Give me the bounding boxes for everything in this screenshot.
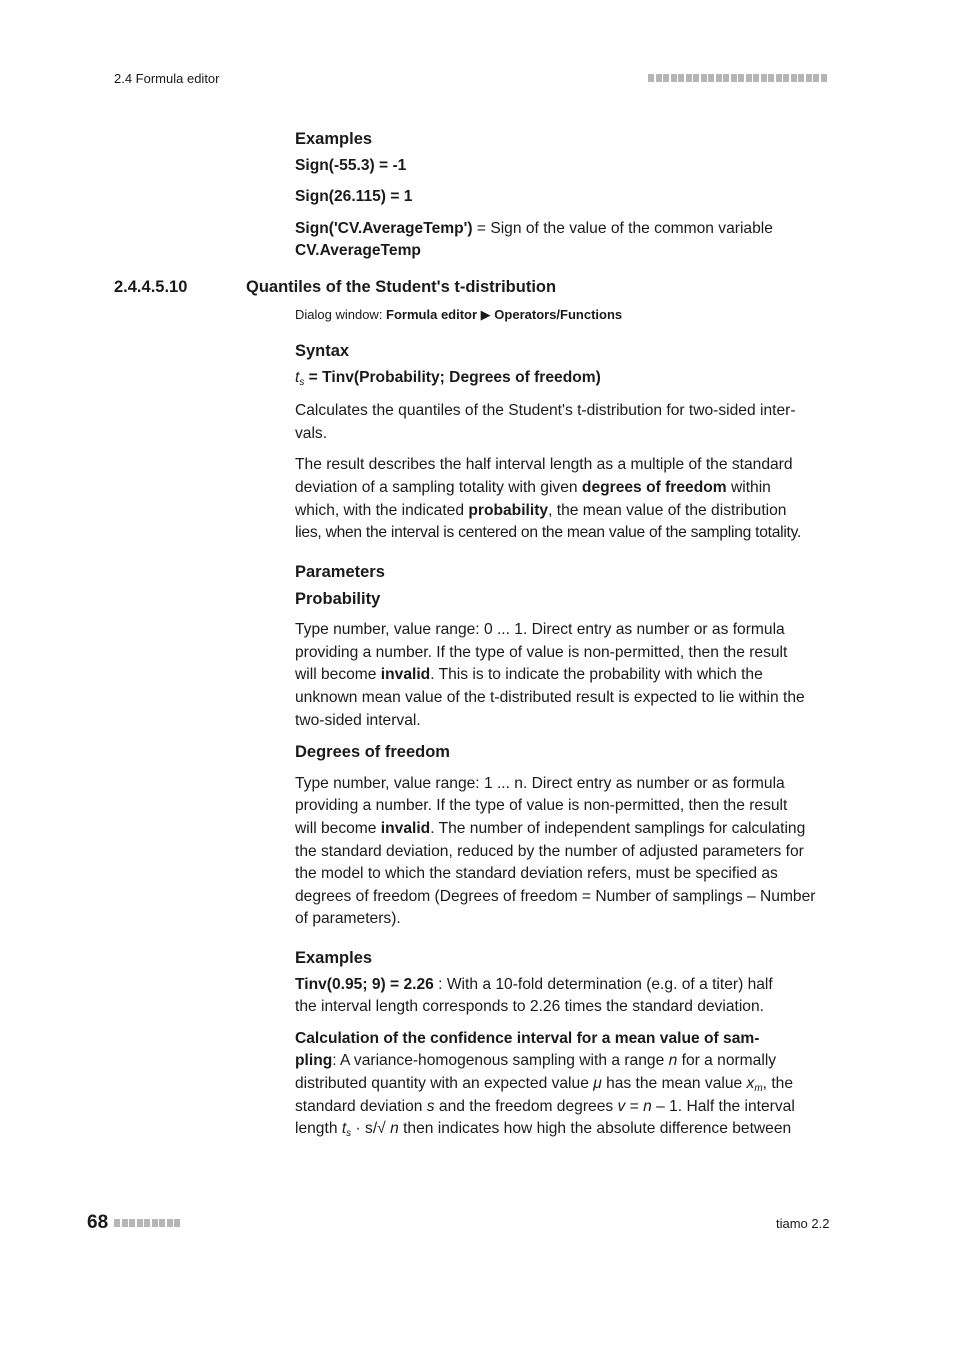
syntax-description-2: The result describes the half interval length as a multiple of the standard deviation of a sampling totality with given degrees of freedom within which, with the indicated probability, the mean value of the distribution lies, when the interval is centered on the mean value of the sampling totality. bbox=[295, 456, 802, 542]
examples-tinv-block bbox=[295, 947, 835, 1141]
dialog-arrow: ▶ bbox=[477, 307, 495, 322]
example-sign-positive: Sign(26.115) = 1 bbox=[295, 188, 413, 206]
syntax-var: t bbox=[295, 368, 300, 386]
examples-sign-block bbox=[295, 128, 835, 263]
examples2-heading: Examples bbox=[295, 949, 373, 967]
param-probability-description: Type number, value range: 0 ... 1. Direct entry as number or as formula providing a number. If the type of value is non-permitted, then the result will become invalid. This is to indicate the probability with which the unknown mean value of the t-distributed result is expected to lie within the two-sided interval. bbox=[295, 621, 805, 729]
example-code: Sign('CV.AverageTemp') bbox=[295, 219, 473, 237]
param-probability-name: Probability bbox=[295, 589, 381, 608]
parameters-block bbox=[295, 561, 835, 931]
page-number: 68 bbox=[87, 1212, 109, 1233]
dialog-path-functions: Operators/Functions bbox=[494, 307, 623, 322]
example-sign-variable bbox=[295, 218, 835, 263]
example-sign-negative: Sign(-55.3) = -1 bbox=[295, 156, 407, 174]
syntax-formula bbox=[295, 367, 835, 390]
param-degrees-description: Type number, value range: 1 ... n. Direct entry as number or as formula providing a number. If the type of value is non-permitted, then the result will become invalid. The number of independent samplings for calculating the standard deviation, reduced by the number of adjusted parameters for the model to which the standard deviation refers, must be specified as degrees of freedom (Degrees of freedom = Number of samplings – Number of parameters). bbox=[295, 774, 816, 928]
example-variable: CV.AverageTemp bbox=[295, 242, 421, 260]
section-number: 2.4.4.5.10 bbox=[114, 278, 188, 296]
section-heading bbox=[114, 278, 556, 297]
syntax-description-1: Calculates the quantiles of the Student's t-distribution for two-sided inter- vals. bbox=[295, 402, 796, 442]
examples-heading: Examples bbox=[295, 130, 373, 148]
header-dots-decoration bbox=[648, 74, 829, 82]
example-text: = Sign of the value of the common variable bbox=[472, 219, 773, 237]
syntax-var-sub: s bbox=[299, 376, 305, 388]
parameters-heading: Parameters bbox=[295, 563, 385, 581]
syntax-formula-text: = Tinv(Probability; Degrees of freedom) bbox=[304, 368, 601, 386]
syntax-heading: Syntax bbox=[295, 342, 350, 360]
footer-dots-decoration bbox=[114, 1219, 182, 1227]
example-confidence-interval: Calculation of the confidence interval for a mean value of sam- pling: A variance-homogenous sampling with a range n for a normally distributed quantity with an expected value μ has the mean value $x_m$, the standard deviation s and the freedom degrees v = n – 1. Half the interval length $t_s \cdot s/√$ n then indicates how high the absolute difference between bbox=[295, 1029, 795, 1140]
example-tinv: Tinv(0.95; 9) = 2.26 : With a 10-fold determination (e.g. of a titer) half the interval length corresponds to 2.26 times the standard deviation. bbox=[295, 975, 773, 1016]
dialog-label: Dialog window: bbox=[295, 307, 387, 322]
param-degrees-name: Degrees of freedom bbox=[295, 743, 450, 762]
product-name: tiamo 2.2 bbox=[776, 1216, 830, 1231]
section-title: Quantiles of the Student's t-distribution bbox=[246, 278, 557, 296]
dialog-path bbox=[295, 307, 622, 323]
syntax-block bbox=[295, 340, 835, 545]
page-header-section: 2.4 Formula editor bbox=[114, 71, 220, 86]
dialog-path-editor: Formula editor bbox=[386, 307, 478, 322]
